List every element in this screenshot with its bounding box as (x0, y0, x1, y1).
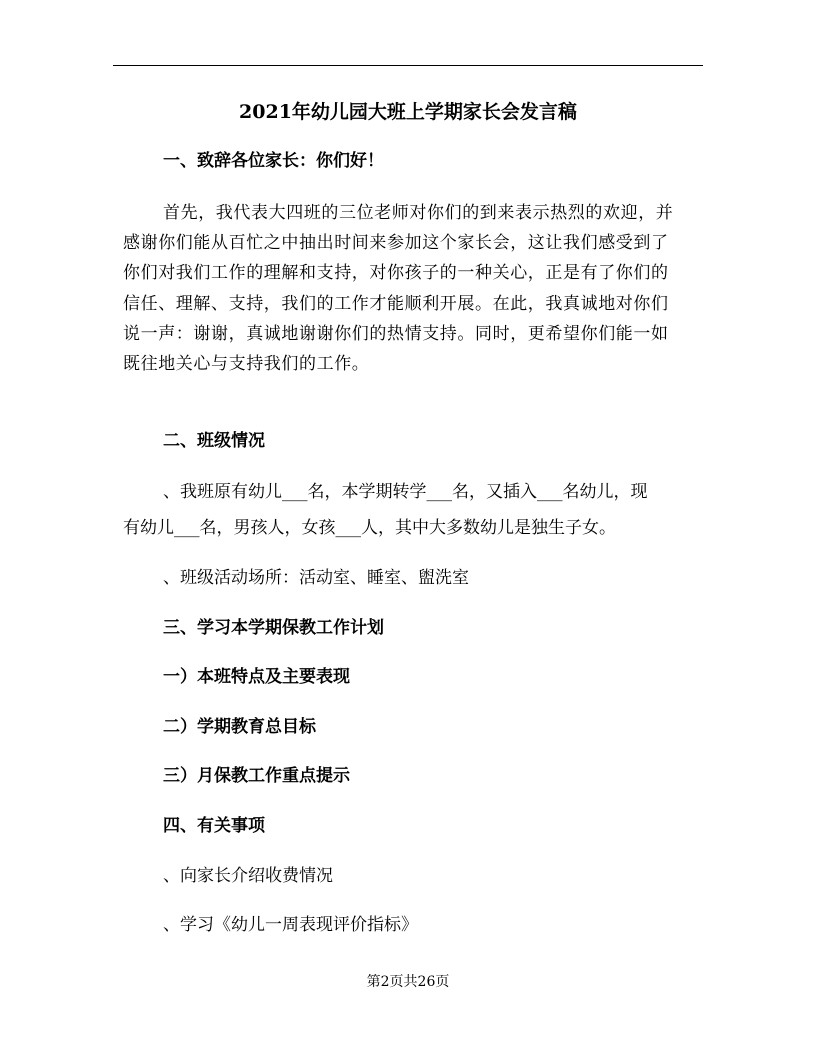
greeting-paragraph (123, 198, 698, 379)
plan-item: 三）月保教工作重点提示 (163, 766, 350, 786)
section-heading-matters: 四、有关事项 (163, 816, 265, 836)
section-heading-plan: 三、学习本学期保教工作计划 (163, 618, 384, 638)
paragraph-line: 既往地关心与支持我们的工作。 (123, 354, 370, 375)
header-rule (113, 65, 703, 66)
matters-item: 、向家长介绍收费情况 (163, 866, 333, 886)
paragraph-line: 说一声：谢谢，真诚地谢谢你们的热情支持。同时，更希望你们能一如 (123, 323, 669, 344)
section-heading-greeting: 一、致辞各位家长：你们好！ (163, 151, 384, 171)
class-venue-line: 、班级活动场所：活动室、睡室、盥洗室 (163, 568, 469, 588)
class-info-line: 有幼儿___名，男孩人，女孩___人，其中大多数幼儿是独生子女。 (123, 518, 616, 538)
document-title: 2021年幼儿园大班上学期家长会发言稿 (239, 101, 577, 123)
matters-item: 、学习《幼儿一周表现评价指标》 (163, 915, 418, 935)
paragraph-line: 你们对我们工作的理解和支持，对你孩子的一种关心，正是有了你们的 (123, 263, 669, 284)
page-number-footer: 第2页共26页 (366, 974, 450, 990)
section-heading-class: 二、班级情况 (163, 431, 265, 451)
plan-item: 二）学期教育总目标 (163, 717, 316, 737)
paragraph-line: 信任、理解、支持，我们的工作才能顺利开展。在此，我真诚地对你们 (123, 293, 669, 314)
plan-item: 一）本班特点及主要表现 (163, 667, 350, 687)
paragraph-line: 首先，我代表大四班的三位老师对你们的到来表示热烈的欢迎，并 (163, 203, 674, 223)
class-info-line: 、我班原有幼儿___名，本学期转学___名，又插入___名幼儿，现 (163, 482, 648, 502)
paragraph-line: 感谢你们能从百忙之中抽出时间来参加这个家长会，这让我们感受到了 (123, 233, 669, 254)
